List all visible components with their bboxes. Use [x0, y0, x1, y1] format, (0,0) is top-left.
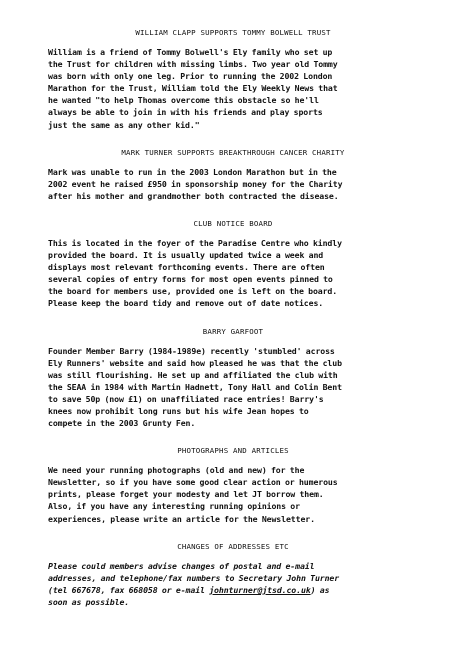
body-line: Newsletter, so if you have some good clear action or humerous	[48, 477, 338, 488]
body-line: Also, if you have any interesting running opinions or	[48, 501, 300, 512]
section-changes-of-addresses	[48, 542, 418, 608]
body-line: the Trust for children with missing limbs. Two year old Tommy	[48, 59, 338, 70]
body-line: just the same as any other kid."	[48, 119, 200, 130]
email-address: johnturner@jtsd.co.uk	[209, 584, 311, 595]
section-mark-turner	[48, 148, 418, 202]
section-heading: PHOTOGRAPHS AND ARTICLES	[177, 446, 289, 456]
body-line: after his mother and grandmother both contracted the disease.	[48, 190, 339, 201]
section-body	[48, 46, 418, 131]
body-line: always be able to join in with his friends and play sports	[48, 107, 323, 118]
body-line: Founder Member Barry (1984-1989e) recently 'stumbled' across	[48, 345, 335, 356]
body-line: Mark was unable to run in the 2003 London Marathon but in the	[48, 166, 337, 177]
section-heading: CLUB NOTICE BOARD	[193, 218, 273, 228]
section-body	[48, 166, 418, 202]
body-text: (tel 667678, fax 668058 or e-mail	[48, 584, 210, 595]
body-line: Marathon for the Trust, William told the Ely Weekly News that	[48, 83, 338, 94]
body-text: ) as	[310, 584, 330, 595]
body-line: several copies of entry forms for most open events pinned to	[48, 274, 333, 285]
section-body	[48, 345, 418, 430]
section-heading: MARK TURNER SUPPORTS BREAKTHROUGH CANCER CHARITY	[121, 147, 345, 157]
section-heading: BARRY GARFOOT	[202, 326, 264, 336]
section-heading: CHANGES OF ADDRESSES ETC	[177, 541, 289, 551]
body-line: the board for members use, provided one is left on the board.	[48, 286, 338, 297]
body-line: soon as possible.	[48, 596, 130, 607]
body-line: compete in the 2003 Grunty Fen.	[48, 418, 196, 429]
body-line: was born with only one leg. Prior to running the 2002 London	[48, 71, 333, 82]
body-line: provided the board. It is usually updated twice a week and	[48, 250, 324, 261]
body-line: displays most relevant forthcoming events. There are often	[48, 262, 325, 273]
body-line: was still flourishing. He set up and affiliated the club with	[48, 369, 338, 380]
body-line: the SEAA in 1984 with Martin Hadnett, Tony Hall and Colin Bent	[48, 381, 342, 392]
body-line: to save 50p (now £1) on unaffiliated race entries! Barry's	[48, 393, 324, 404]
section-body	[48, 560, 418, 608]
body-line: addresses, and telephone/fax numbers to Secretary John Turner	[48, 572, 340, 583]
section-body	[48, 464, 418, 524]
body-line: This is located in the foyer of the Paradise Centre who kindly	[48, 237, 342, 248]
section-william-clapp	[48, 28, 418, 131]
body-line: Please keep the board tidy and remove out of date notices.	[48, 298, 324, 309]
body-line: experiences, please write an article for the Newsletter.	[48, 513, 315, 524]
section-heading: WILLIAM CLAPP SUPPORTS TOMMY BOLWELL TRUST	[135, 28, 331, 37]
section-club-notice-board	[48, 219, 418, 310]
body-line: knees now prohibit long runs but his wife Jean hopes to	[48, 405, 309, 416]
section-barry-garfoot	[48, 327, 418, 430]
section-body	[48, 237, 418, 310]
section-photographs-articles	[48, 446, 418, 524]
body-line: 2002 event he raised £950 in sponsorship money for the Charity	[48, 178, 343, 189]
body-line: prints, please forget your modesty and let JT borrow them.	[48, 489, 324, 500]
body-line: William is a friend of Tommy Bolwell's Ely family who set up	[48, 47, 333, 57]
body-line: We need your running photographs (old and new) for the	[48, 465, 305, 476]
body-line: Please could members advise changes of postal and e-mail	[48, 560, 315, 571]
body-line-email	[48, 584, 418, 596]
body-line: Ely Runners' website and said how pleased he was that the club	[48, 357, 342, 368]
body-line: he wanted "to help Thomas overcome this obstacle so he'll	[48, 95, 319, 106]
